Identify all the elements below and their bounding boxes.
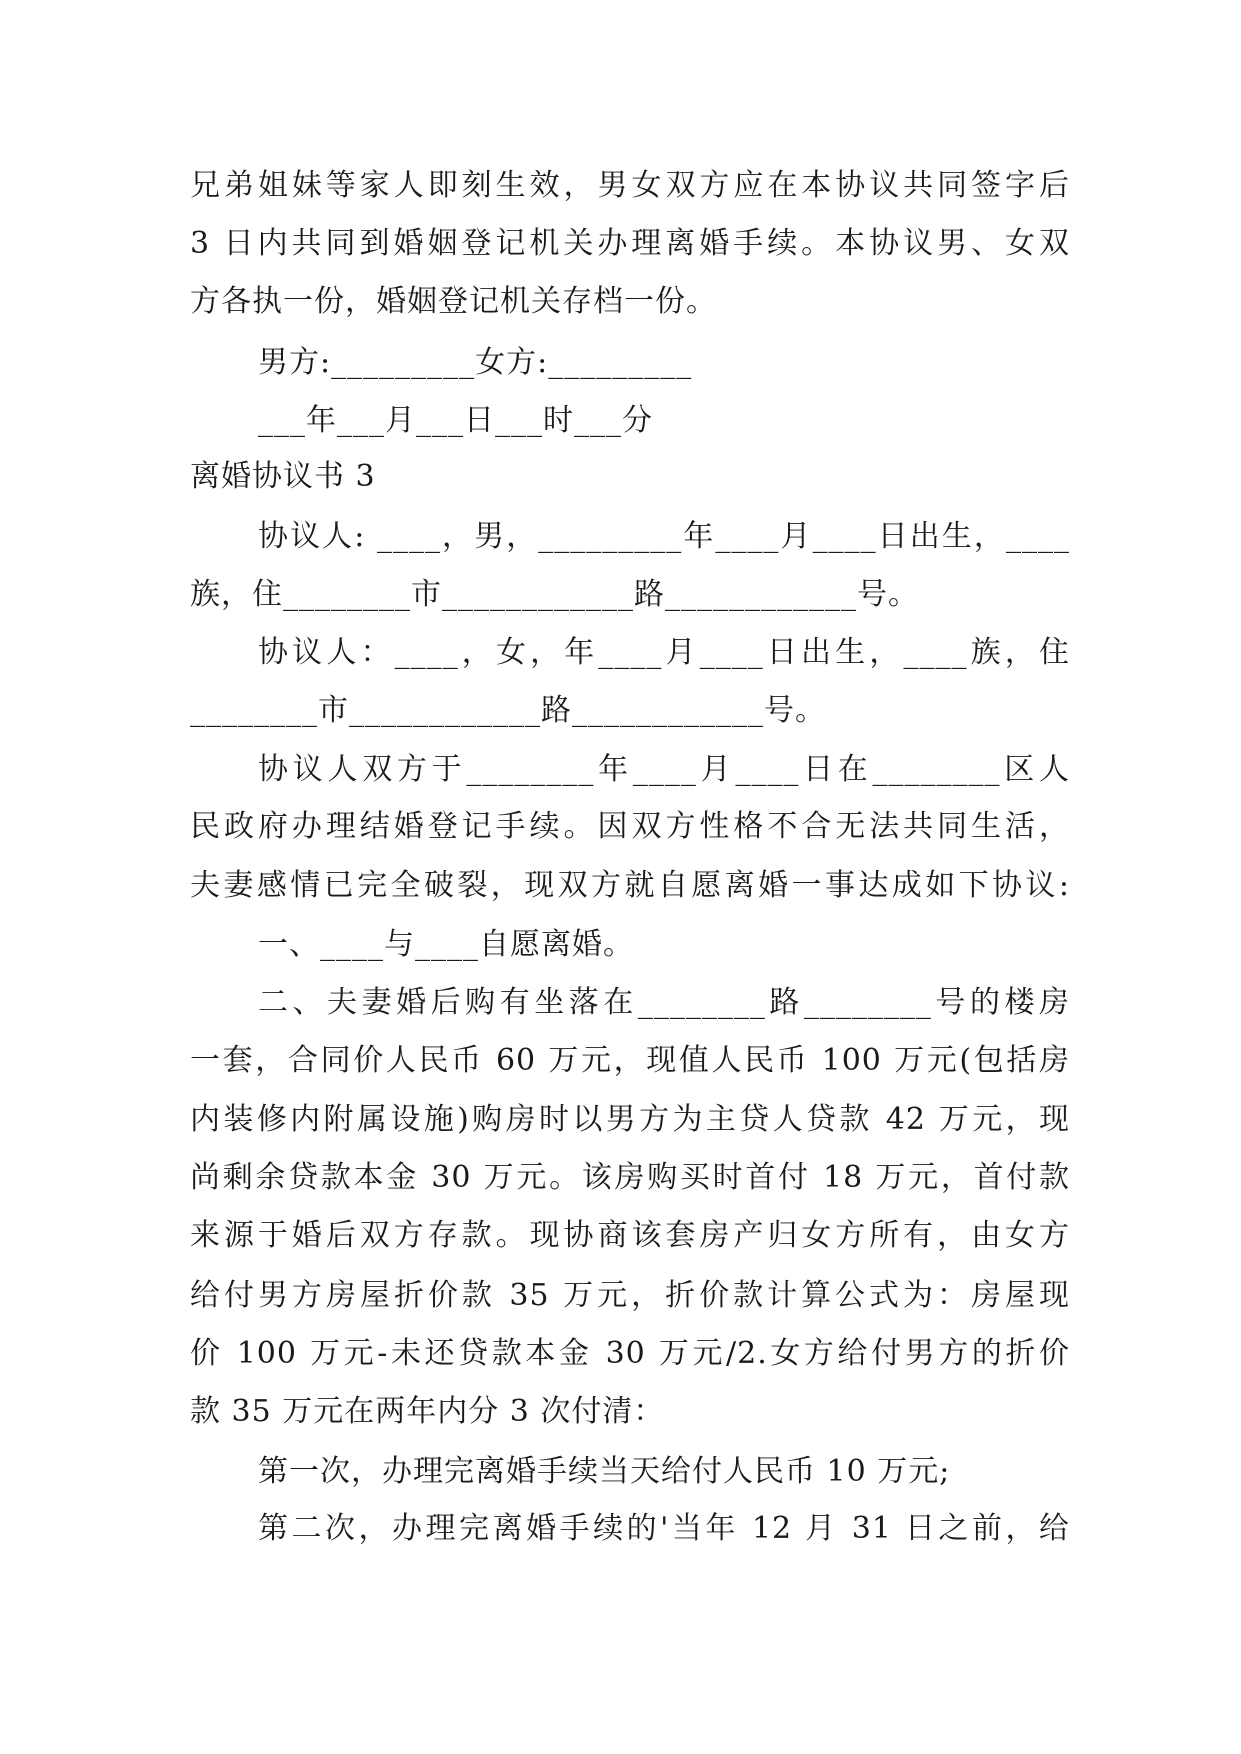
- clause-1: 一、____与____自愿离婚。: [258, 927, 634, 962]
- text-line: 款 35 万元在两年内分 3 次付清：: [190, 1394, 665, 1429]
- text-line: 价 100 万元-未还贷款本金 30 万元/2.女方给付男方的折价: [190, 1336, 1070, 1371]
- text-line: 协议人双方于________年____月____日在________区人: [258, 752, 1070, 787]
- text-line: 给付男方房屋折价款 35 万元，折价款计算公式为：房屋现: [190, 1278, 1070, 1313]
- clause-2: 二、夫妻婚后购有坐落在________路________号的楼房: [258, 985, 1070, 1020]
- text-line: 兄弟姐妹等家人即刻生效，男女双方应在本协议共同签字后: [190, 168, 1070, 203]
- payment-line: 第二次，办理完离婚手续的'当年 12 月 31 日之前，给: [258, 1511, 1070, 1546]
- text-line: 族，住________市____________路____________号。: [190, 577, 919, 612]
- signature-line: 男方:_________女方:_________: [258, 345, 693, 380]
- text-line: 方各执一份，婚姻登记机关存档一份。: [190, 284, 717, 319]
- text-line: 夫妻感情已完全破裂，现双方就自愿离婚一事达成如下协议:: [190, 868, 1070, 903]
- text-line: 协议人: ____，男，_________年____月____日出生，____: [258, 519, 1070, 554]
- text-line: 内装修内附属设施)购房时以男方为主贷人贷款 42 万元，现: [190, 1102, 1070, 1137]
- text-line: 民政府办理结婚登记手续。因双方性格不合无法共同生活，: [190, 809, 1070, 844]
- section-title: 离婚协议书 3: [190, 459, 376, 494]
- payment-line: 第一次，办理完离婚手续当天给付人民币 10 万元;: [258, 1454, 951, 1489]
- date-time-line: ___年___月___日___时___分: [258, 403, 653, 438]
- text-line: 协议人：____，女，年____月____日出生，____族，住: [258, 635, 1070, 670]
- text-line: 3 日内共同到婚姻登记机关办理离婚手续。本协议男、女双: [190, 226, 1070, 261]
- text-line: 来源于婚后双方存款。现协商该套房产归女方所有，由女方: [190, 1218, 1070, 1253]
- text-line: 一套，合同价人民币 60 万元，现值人民币 100 万元(包括房: [190, 1043, 1070, 1078]
- text-line: ________市____________路____________号。: [190, 693, 826, 728]
- text-line: 尚剩余贷款本金 30 万元。该房购买时首付 18 万元，首付款: [190, 1160, 1070, 1195]
